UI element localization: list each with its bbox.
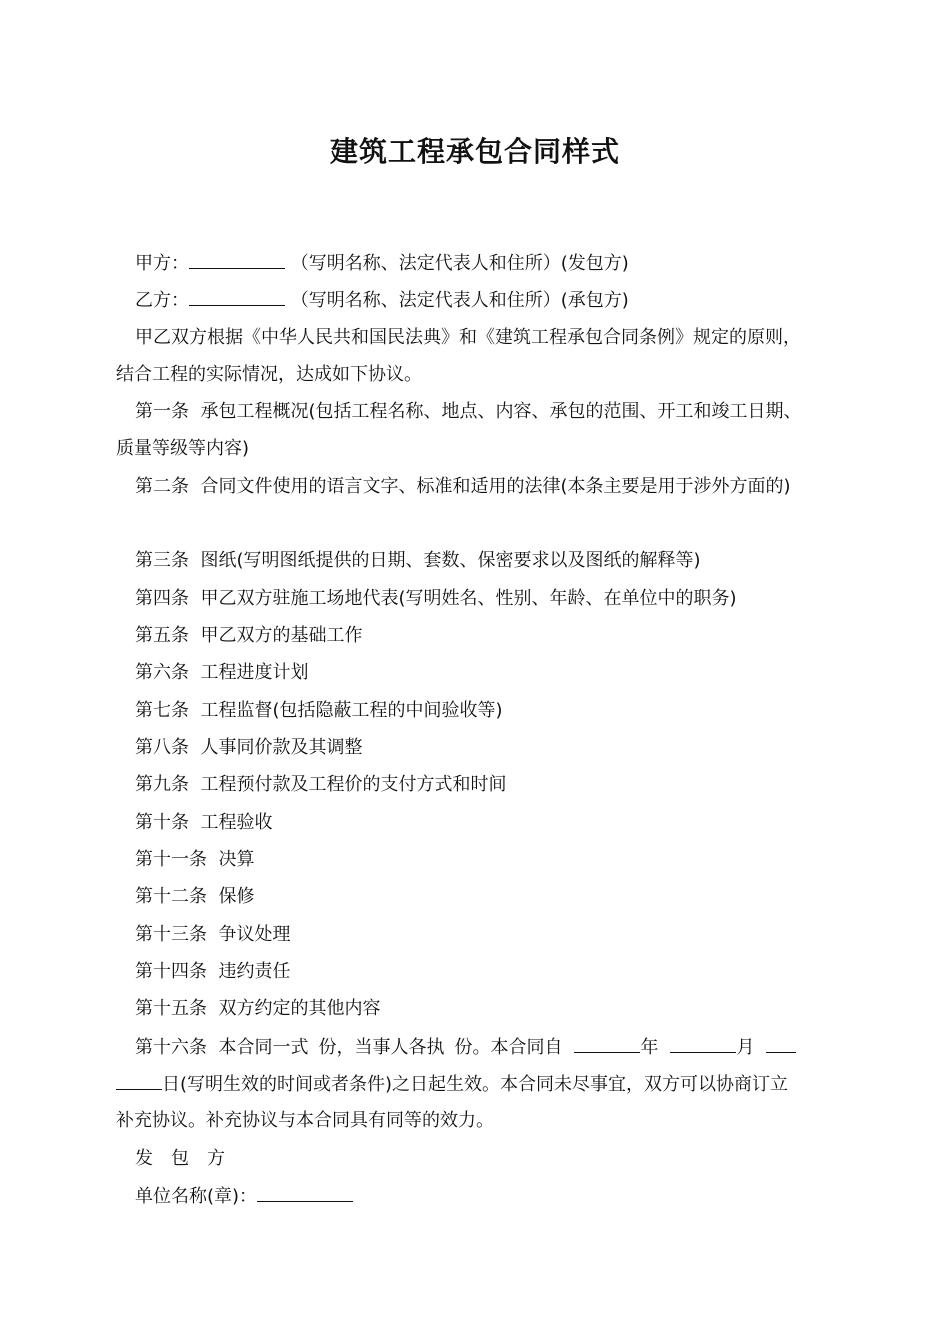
article-text: 图纸(写明图纸提供的日期、套数、保密要求以及图纸的解释等): [200, 550, 701, 571]
article-1-continued: 质量等级等内容): [116, 438, 250, 459]
intro-line-2: 结合工程的实际情况，达成如下协议。: [116, 364, 422, 385]
party-a-line: [135, 250, 629, 277]
article-number: 第十一条: [135, 849, 207, 870]
article-8: [135, 735, 362, 761]
year-blank: [574, 1034, 640, 1053]
article-14: [135, 959, 290, 985]
month-label: 月: [736, 1037, 755, 1058]
article-text: 合同文件使用的语言文字、标准和适用的法律(本条主要是用于涉外方面的): [200, 476, 791, 497]
article-text: 争议处理: [218, 924, 291, 945]
article-16-part-1: 本合同一式: [218, 1037, 309, 1058]
article-number: 第十二条: [135, 886, 207, 907]
intro-line-1: 甲乙双方根据《中华人民共和国民法典》和《建筑工程承包合同条例》规定的原则，: [135, 327, 801, 348]
article-12: [135, 884, 254, 910]
article-16: [135, 1034, 796, 1061]
party-b-line: [135, 287, 629, 314]
party-b-blank: [189, 287, 285, 306]
article-5: [135, 623, 362, 649]
article-10: [135, 810, 272, 836]
unit-name-blank: [257, 1183, 353, 1202]
party-b-label: 乙方：: [135, 290, 189, 311]
article-16-part-2: 份，当事人各执: [318, 1037, 445, 1058]
article-3: [135, 548, 701, 574]
article-text: 违约责任: [218, 961, 291, 982]
article-15: [135, 996, 380, 1022]
article-9: [135, 772, 506, 798]
year-label: 年: [640, 1037, 659, 1058]
article-text: 保修: [218, 886, 255, 907]
article-16-line-2: [116, 1071, 788, 1098]
article-number: 第一条: [135, 401, 189, 422]
article-16-line-3: 补充协议。补充协议与本合同具有同等的效力。: [116, 1110, 494, 1131]
article-number: 第十五条: [135, 998, 207, 1019]
article-text: 工程进度计划: [200, 662, 309, 683]
article-text: 甲乙双方驻施工场地代表(写明姓名、性别、年龄、在单位中的职务): [200, 588, 737, 609]
article-13: [135, 922, 290, 948]
article-number: 第十条: [135, 812, 189, 833]
article-16-day-text: 日(写明生效的时间或者条件)之日起生效。本合同未尽事宜，双方可以协商订立: [162, 1074, 789, 1095]
article-text: 决算: [218, 849, 255, 870]
article-number: 第九条: [135, 774, 189, 795]
party-a-blank: [189, 250, 285, 269]
article-number: 第八条: [135, 737, 189, 758]
article-number: 第六条: [135, 662, 189, 683]
article-2: [135, 474, 791, 500]
article-number: 第十三条: [135, 924, 207, 945]
article-text: 甲乙双方的基础工作: [200, 625, 363, 646]
article-number: 第二条: [135, 476, 189, 497]
document-title: 建筑工程承包合同样式: [329, 135, 620, 168]
article-text: 工程监督(包括隐蔽工程的中间验收等): [200, 700, 503, 721]
party-a-note: （写明名称、法定代表人和住所）(发包方): [290, 253, 629, 274]
party-a-label: 甲方：: [135, 253, 189, 274]
article-6: [135, 660, 308, 686]
month-blank: [670, 1034, 736, 1053]
signature-party: 发 包 方: [135, 1148, 225, 1169]
article-16-part-3: 份。本合同自: [454, 1037, 563, 1058]
article-text: 承包工程概况(包括工程名称、地点、内容、承包的范围、开工和竣工日期、: [200, 401, 802, 422]
article-11: [135, 847, 254, 873]
article-1: [135, 399, 801, 425]
article-number: 第四条: [135, 588, 189, 609]
unit-name-label: 单位名称(章)：: [135, 1186, 258, 1207]
article-4: [135, 586, 737, 612]
day-blank-start: [766, 1034, 796, 1053]
article-number: 第七条: [135, 700, 189, 721]
party-b-note: （写明名称、法定代表人和住所）(承包方): [290, 290, 629, 311]
article-text: 工程预付款及工程价的支付方式和时间: [200, 774, 507, 795]
article-number: 第十六条: [135, 1037, 207, 1058]
article-7: [135, 698, 503, 724]
article-number: 第三条: [135, 550, 189, 571]
article-text: 工程验收: [200, 812, 273, 833]
article-number: 第十四条: [135, 961, 207, 982]
article-text: 人事同价款及其调整: [200, 737, 363, 758]
signature-unit-line: [135, 1183, 353, 1210]
day-blank-end: [116, 1071, 162, 1090]
article-text: 双方约定的其他内容: [218, 998, 381, 1019]
article-number: 第五条: [135, 625, 189, 646]
